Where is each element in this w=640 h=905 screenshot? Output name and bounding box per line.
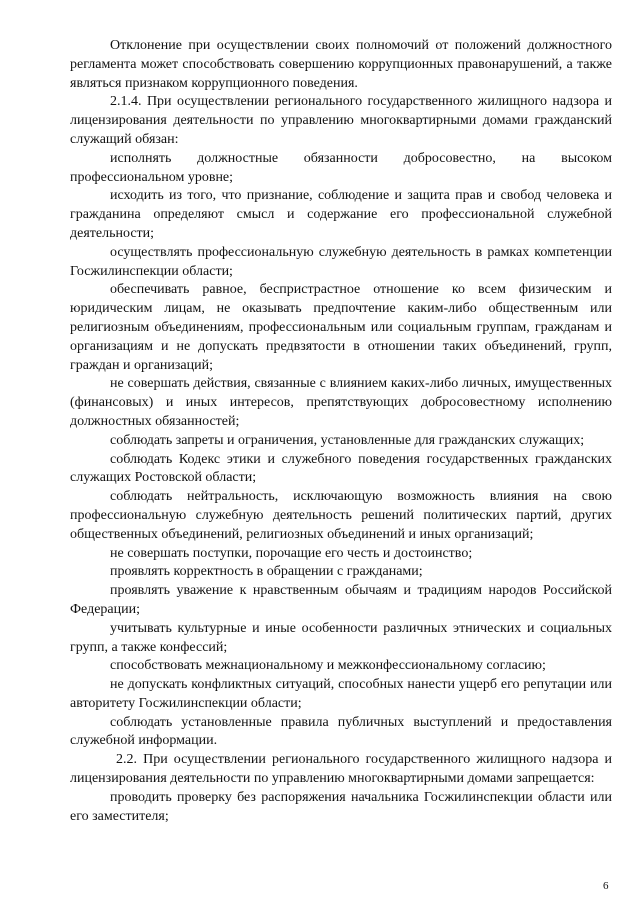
paragraph: соблюдать установленные правила публичных выступлений и предоставления служебной информации. [70, 714, 612, 749]
paragraph: соблюдать запреты и ограничения, установленные для гражданских служащих; [110, 432, 585, 448]
paragraph: проводить проверку без распоряжения начальника Госжилинспекции области или его заместителя; [70, 789, 612, 824]
paragraph: Отклонение при осуществлении своих полномочий от положений должностного регламента может способствовать совершению коррупционных правонарушений, а также являться признаком коррупционного поведения. [70, 38, 612, 91]
paragraph: не совершать поступки, порочащие его честь и достоинство; [110, 545, 473, 561]
paragraph: учитывать культурные и иные особенности различных этнических и социальных групп, а также конфессий; [70, 620, 612, 655]
paragraph: способствовать межнациональному и межконфессиональному согласию; [110, 658, 546, 674]
page-number: 6 [603, 880, 609, 892]
paragraph: исходить из того, что признание, соблюдение и защита прав и свобод человека и гражданина определяют смысл и содержание его профессиональной служебной деятельности; [70, 188, 612, 241]
paragraph-section-2-1-4: 2.1.4. При осуществлении регионального государственного жилищного надзора и лицензирования деятельности по управлению многоквартирными домами гражданский служащий обязан: [70, 94, 612, 147]
paragraph-section-2-2: 2.2. При осуществлении регионального государственного жилищного надзора и лицензирования деятельности по управлению многоквартирными домами запрещается: [70, 752, 612, 787]
paragraph: не совершать действия, связанные с влиянием каких-либо личных, имущественных (финансовых) и иных интересов, препятствующих добросовестному исполнению должностных обязанностей; [70, 376, 612, 429]
paragraph: не допускать конфликтных ситуаций, способных нанести ущерб его репутации или авторитету Госжилинспекции области; [70, 677, 612, 711]
paragraph: проявлять корректность в обращении с гражданами; [110, 564, 423, 580]
paragraph: исполнять должностные обязанности добросовестно, на высоком профессиональном уровне; [70, 150, 612, 185]
paragraph: проявлять уважение к нравственным обычаям и традициям народов Российской Федерации; [70, 583, 612, 617]
paragraph: обеспечивать равное, беспристрастное отношение ко всем физическим и юридическим лицам, не оказывать предпочтение каким-либо общественным или религиозным объединениям, профессиональным или социальным группам, гражданам и организациям и не допускать предвзятости в отношении таких объединений, групп, граждан и организаций; [70, 282, 612, 373]
paragraph: осуществлять профессиональную служебную деятельность в рамках компетенции Госжилинспекции области; [70, 244, 612, 279]
body-text [70, 37, 612, 826]
paragraph: соблюдать Кодекс этики и служебного поведения государственных гражданских служащих Ростовской области; [70, 451, 612, 486]
paragraph: соблюдать нейтральность, исключающую возможность влияния на свою профессиональную служебную деятельность решений политических партий, других общественных объединений, религиозных объединений и иных организаций; [70, 489, 612, 542]
